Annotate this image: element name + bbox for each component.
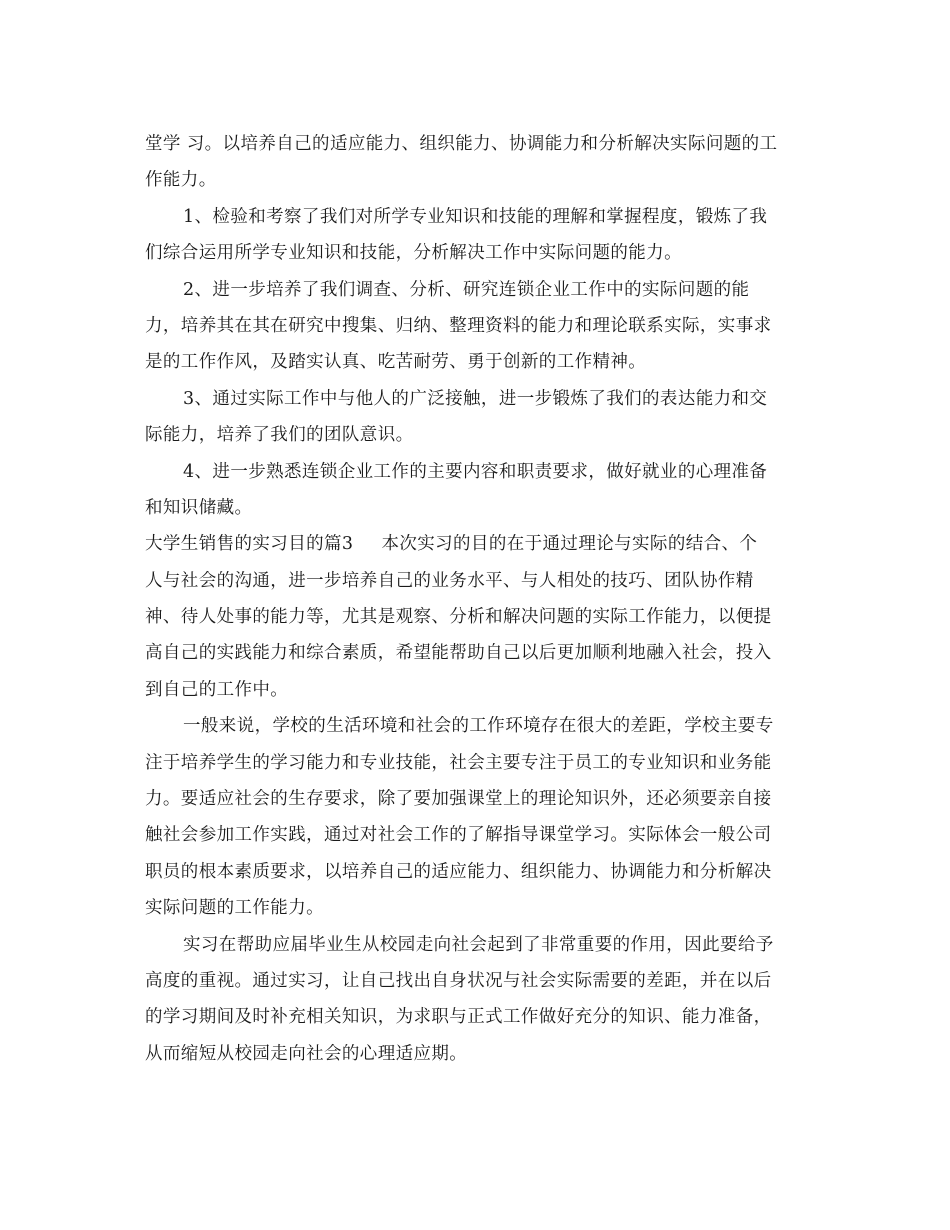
text-line: 实际问题的工作能力。 <box>145 898 324 919</box>
text-line: 们综合运用所学专业知识和技能，分析解决工作中实际问题的能力。 <box>145 243 682 264</box>
text-line: 的学习期间及时补充相关知识，为求职与正式工作做好充分的知识、能力准备， <box>145 1007 772 1028</box>
text-line: 人与社会的沟通，进一步培养自己的业务水平、与人相处的技巧、团队协作精 <box>145 570 754 591</box>
section-heading: 大学生销售的实习目的篇3 <box>145 534 354 555</box>
paragraph <box>145 272 805 381</box>
paragraph <box>145 381 805 454</box>
text-line: 高度的重视。通过实习，让自己找出自身状况与社会实际需要的差距，并在以后 <box>145 970 772 991</box>
text-line: 际能力，培养了我们的团队意识。 <box>145 425 414 446</box>
section-heading-line <box>145 526 805 562</box>
paragraph <box>145 454 805 527</box>
text-line: 1、检验和考察了我们对所学专业知识和技能的理解和掌握程度，锻炼了我 <box>183 206 768 227</box>
text-line: 作能力。 <box>145 170 217 191</box>
text-line: 高自己的实践能力和综合素质，希望能帮助自己以后更加顺利地融入社会，投入 <box>145 643 772 664</box>
text-line: 到自己的工作中。 <box>145 679 289 700</box>
paragraph <box>145 199 805 272</box>
paragraph <box>145 927 805 1073</box>
paragraph <box>145 708 805 926</box>
document-body <box>145 126 805 1072</box>
text-line: 和知识储藏。 <box>145 497 253 518</box>
text-line: 本次实习的目的在于通过理论与实际的结合、个 <box>381 534 758 555</box>
paragraph <box>145 126 805 199</box>
text-line: 3、通过实际工作中与他人的广泛接触，进一步锻炼了我们的表达能力和交 <box>183 388 768 409</box>
text-line: 从而缩短从校园走向社会的心理适应期。 <box>145 1043 468 1064</box>
text-line: 神、待人处事的能力等，尤其是观察、分析和解决问题的实际工作能力，以便提 <box>145 607 772 628</box>
text-line: 力，培养其在其在研究中搜集、归纳、整理资料的能力和理论联系实际，实事求 <box>145 315 772 336</box>
text-line: 一般来说，学校的生活环境和社会的工作环境存在很大的差距，学校主要专 <box>183 716 774 737</box>
text-line: 触社会参加工作实践，通过对社会工作的了解指导课堂学习。实际体会一般公司 <box>145 825 772 846</box>
text-line: 注于培养学生的学习能力和专业技能，社会主要专注于员工的专业知识和业务能 <box>145 752 772 773</box>
text-line: 实习在帮助应届毕业生从校园走向社会起到了非常重要的作用，因此要给予 <box>183 934 774 955</box>
text-line: 堂学 习。以培养自己的适应能力、组织能力、协调能力和分析解决实际问题的工 <box>145 134 778 154</box>
text-line: 2、进一步培养了我们调查、分析、研究连锁企业工作中的实际问题的能 <box>183 279 750 300</box>
text-line: 力。要适应社会的生存要求，除了要加强课堂上的理论知识外，还必须要亲自接 <box>145 789 772 810</box>
text-line: 是的工作作风，及踏实认真、吃苦耐劳、勇于创新的工作精神。 <box>145 352 647 373</box>
paragraph <box>145 526 805 708</box>
text-line: 职员的根本素质要求，以培养自己的适应能力、组织能力、协调能力和分析解决 <box>145 861 772 882</box>
text-line: 4、进一步熟悉连锁企业工作的主要内容和职责要求，做好就业的心理准备 <box>183 461 768 482</box>
